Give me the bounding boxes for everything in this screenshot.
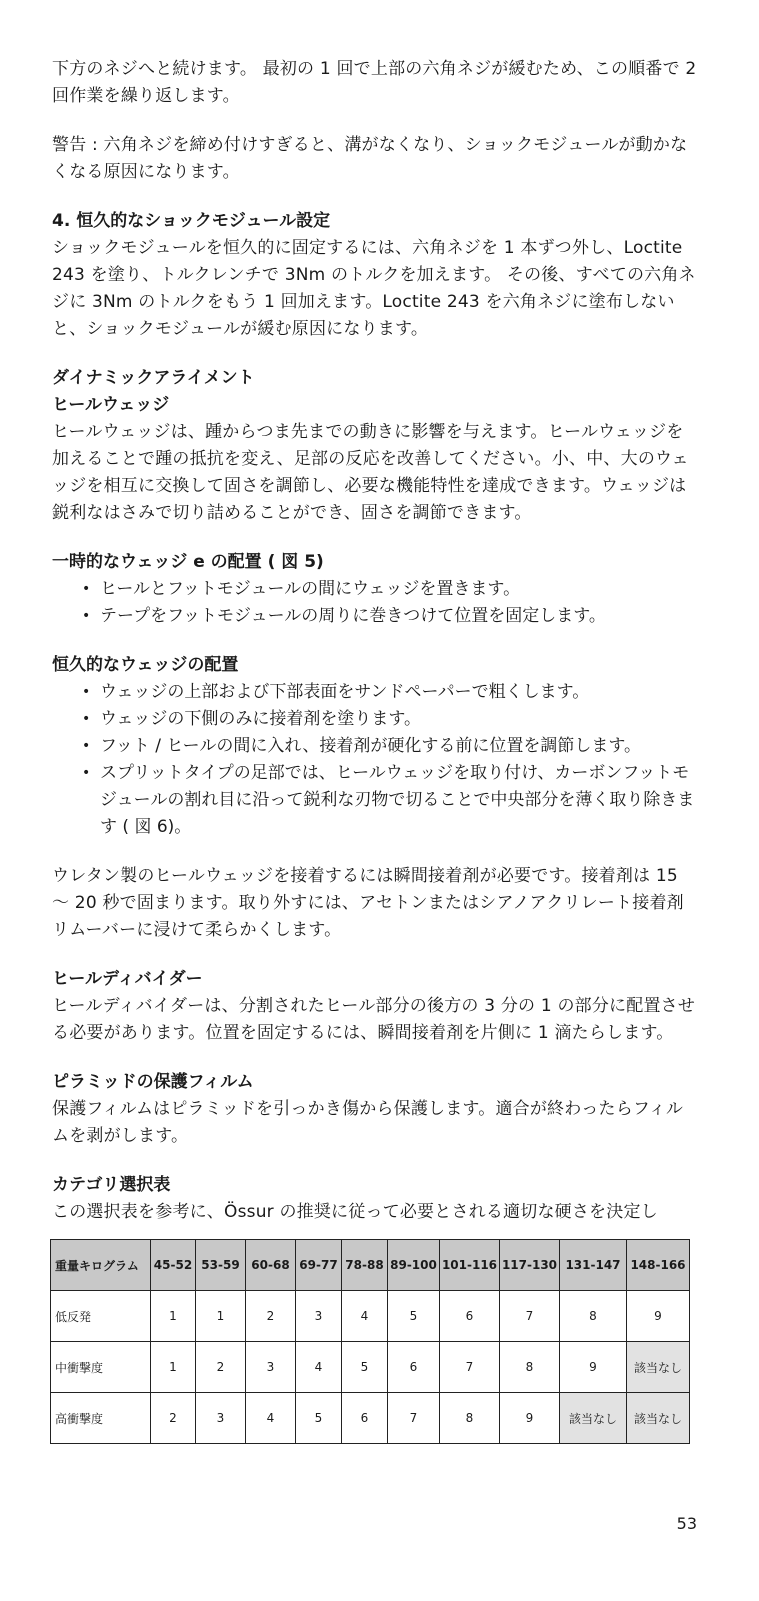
permanent-wedge-heading: 恒久的なウェッジの配置 bbox=[52, 655, 239, 675]
section4-body: ショックモジュールを恒久的に固定するには、六角ネジを 1 本ずつ外し、Loctite 243 を塗り、トルクレンチで 3Nm のトルクを加えます。 その後、すべての六角ネジに 3Nm のトルクをもう 1 回加えます。Loctite 243 を六角ネジに塗布しないと、ショックモジュールが緩む原因になります。 bbox=[52, 238, 696, 339]
table-cell: 7 bbox=[440, 1342, 500, 1393]
table-cell: 中衝撃度 bbox=[51, 1342, 151, 1393]
table-cell: 8 bbox=[560, 1291, 627, 1342]
table-header-cell: 45-52 bbox=[151, 1240, 196, 1291]
table-cell: 6 bbox=[440, 1291, 500, 1342]
list-item: • ヒールとフットモジュールの間にウェッジを置きます。 bbox=[52, 576, 697, 603]
table-cell: 3 bbox=[246, 1342, 296, 1393]
table-cell: 7 bbox=[388, 1393, 440, 1444]
table-cell: 8 bbox=[500, 1342, 560, 1393]
table-cell: 5 bbox=[296, 1393, 342, 1444]
table-header-cell: 117-130 bbox=[500, 1240, 560, 1291]
table-cell: 2 bbox=[246, 1291, 296, 1342]
table-cell: 5 bbox=[342, 1342, 388, 1393]
table-cell: 高衝撃度 bbox=[51, 1393, 151, 1444]
warning-paragraph: 警告 : 六角ネジを締め付けすぎると、溝がなくなり、ショックモジュールが動かなくなる原因になります。 bbox=[52, 135, 688, 182]
table-header-row bbox=[51, 1240, 690, 1291]
table-cell: 4 bbox=[296, 1342, 342, 1393]
table-header-cell: 重量キログラム bbox=[51, 1240, 151, 1291]
list-item: • スプリットタイプの足部では、ヒールウェッジを取り付け、カーボンフットモジュールの割れ目に沿って鋭利な刃物で切ることで中央部分を薄く取り除きます ( 図 6)。 bbox=[52, 760, 697, 841]
table-header-cell: 69-77 bbox=[296, 1240, 342, 1291]
dynamic-alignment-heading: ダイナミックアライメント bbox=[52, 368, 255, 388]
table-cell: 4 bbox=[246, 1393, 296, 1444]
document-page bbox=[52, 56, 697, 1226]
list-item: • テープをフットモジュールの周りに巻きつけて位置を固定します。 bbox=[52, 603, 697, 630]
table-header-cell: 148-166 bbox=[627, 1240, 690, 1291]
permanent-wedge-list bbox=[52, 679, 697, 841]
category-table-heading: カテゴリ選択表 bbox=[52, 1175, 171, 1195]
table-cell: 1 bbox=[196, 1291, 246, 1342]
table-cell: 9 bbox=[560, 1342, 627, 1393]
table-header-cell: 131-147 bbox=[560, 1240, 627, 1291]
urethane-paragraph: ウレタン製のヒールウェッジを接着するには瞬間接着剤が必要です。接着剤は 15 ～ 20 秒で固まります。取り外すには、アセトンまたはシアノアクリレート接着剤リムーバーに浸けて柔らかくします。 bbox=[52, 866, 684, 940]
table-cell: 6 bbox=[388, 1342, 440, 1393]
heel-divider-body: ヒールディバイダーは、分割されたヒール部分の後方の 3 分の 1 の部分に配置させる必要があります。位置を固定するには、瞬間接着剤を片側に 1 滴たらします。 bbox=[52, 996, 696, 1043]
list-item: • ウェッジの下側のみに接着剤を塗ります。 bbox=[52, 706, 697, 733]
table-cell: 3 bbox=[196, 1393, 246, 1444]
table-cell: 6 bbox=[342, 1393, 388, 1444]
table-header-cell: 101-116 bbox=[440, 1240, 500, 1291]
table-cell-na: 該当なし bbox=[627, 1342, 690, 1393]
table-cell: 1 bbox=[151, 1342, 196, 1393]
table-cell-na: 該当なし bbox=[560, 1393, 627, 1444]
table-cell: 9 bbox=[500, 1393, 560, 1444]
category-selection-table bbox=[50, 1239, 690, 1444]
temporary-wedge-heading: 一時的なウェッジ e の配置 ( 図 5) bbox=[52, 552, 324, 572]
heel-wedge-heading: ヒールウェッジ bbox=[52, 395, 170, 415]
list-item: • フット / ヒールの間に入れ、接着剤が硬化する前に位置を調節します。 bbox=[52, 733, 697, 760]
table-cell-na: 該当なし bbox=[627, 1393, 690, 1444]
table-cell: 2 bbox=[196, 1342, 246, 1393]
list-item: • ウェッジの上部および下部表面をサンドペーパーで粗くします。 bbox=[52, 679, 697, 706]
table-cell: 2 bbox=[151, 1393, 196, 1444]
heel-wedge-body: ヒールウェッジは、踵からつま先までの動きに影響を与えます。ヒールウェッジを加えることで踵の抵抗を変え、足部の反応を改善してください。小、中、大のウェッジを相互に交換して固さを調節し、必要な機能特性を達成できます。ウェッジは鋭利なはさみで切り詰めることができ、固さを調節できます。 bbox=[52, 422, 689, 523]
table-cell: 9 bbox=[627, 1291, 690, 1342]
page-number: 53 bbox=[676, 1514, 697, 1533]
table-header-cell: 53-59 bbox=[196, 1240, 246, 1291]
pyramid-film-heading: ピラミッドの保護フィルム bbox=[52, 1072, 254, 1092]
table-cell: 8 bbox=[440, 1393, 500, 1444]
table-row bbox=[51, 1291, 690, 1342]
table-header-cell: 89-100 bbox=[388, 1240, 440, 1291]
category-table-intro: この選択表を参考に、Össur の推奨に従って必要とされる適切な硬さを決定し bbox=[52, 1202, 658, 1222]
section4-heading: 4. 恒久的なショックモジュール設定 bbox=[52, 211, 331, 231]
table-header-cell: 78-88 bbox=[342, 1240, 388, 1291]
table-row bbox=[51, 1393, 690, 1444]
table-cell: 1 bbox=[151, 1291, 196, 1342]
table-header-cell: 60-68 bbox=[246, 1240, 296, 1291]
table-cell: 5 bbox=[388, 1291, 440, 1342]
table-cell: 低反発 bbox=[51, 1291, 151, 1342]
temporary-wedge-list bbox=[52, 576, 697, 630]
table-cell: 3 bbox=[296, 1291, 342, 1342]
table-cell: 4 bbox=[342, 1291, 388, 1342]
intro-paragraph: 下方のネジへと続けます。 最初の 1 回で上部の六角ネジが緩むため、この順番で 2 回作業を繰り返します。 bbox=[52, 59, 697, 106]
table-cell: 7 bbox=[500, 1291, 560, 1342]
heel-divider-heading: ヒールディバイダー bbox=[52, 969, 203, 989]
pyramid-film-body: 保護フィルムはピラミッドを引っかき傷から保護します。適合が終わったらフィルムを剥がします。 bbox=[52, 1099, 684, 1146]
table-row bbox=[51, 1342, 690, 1393]
